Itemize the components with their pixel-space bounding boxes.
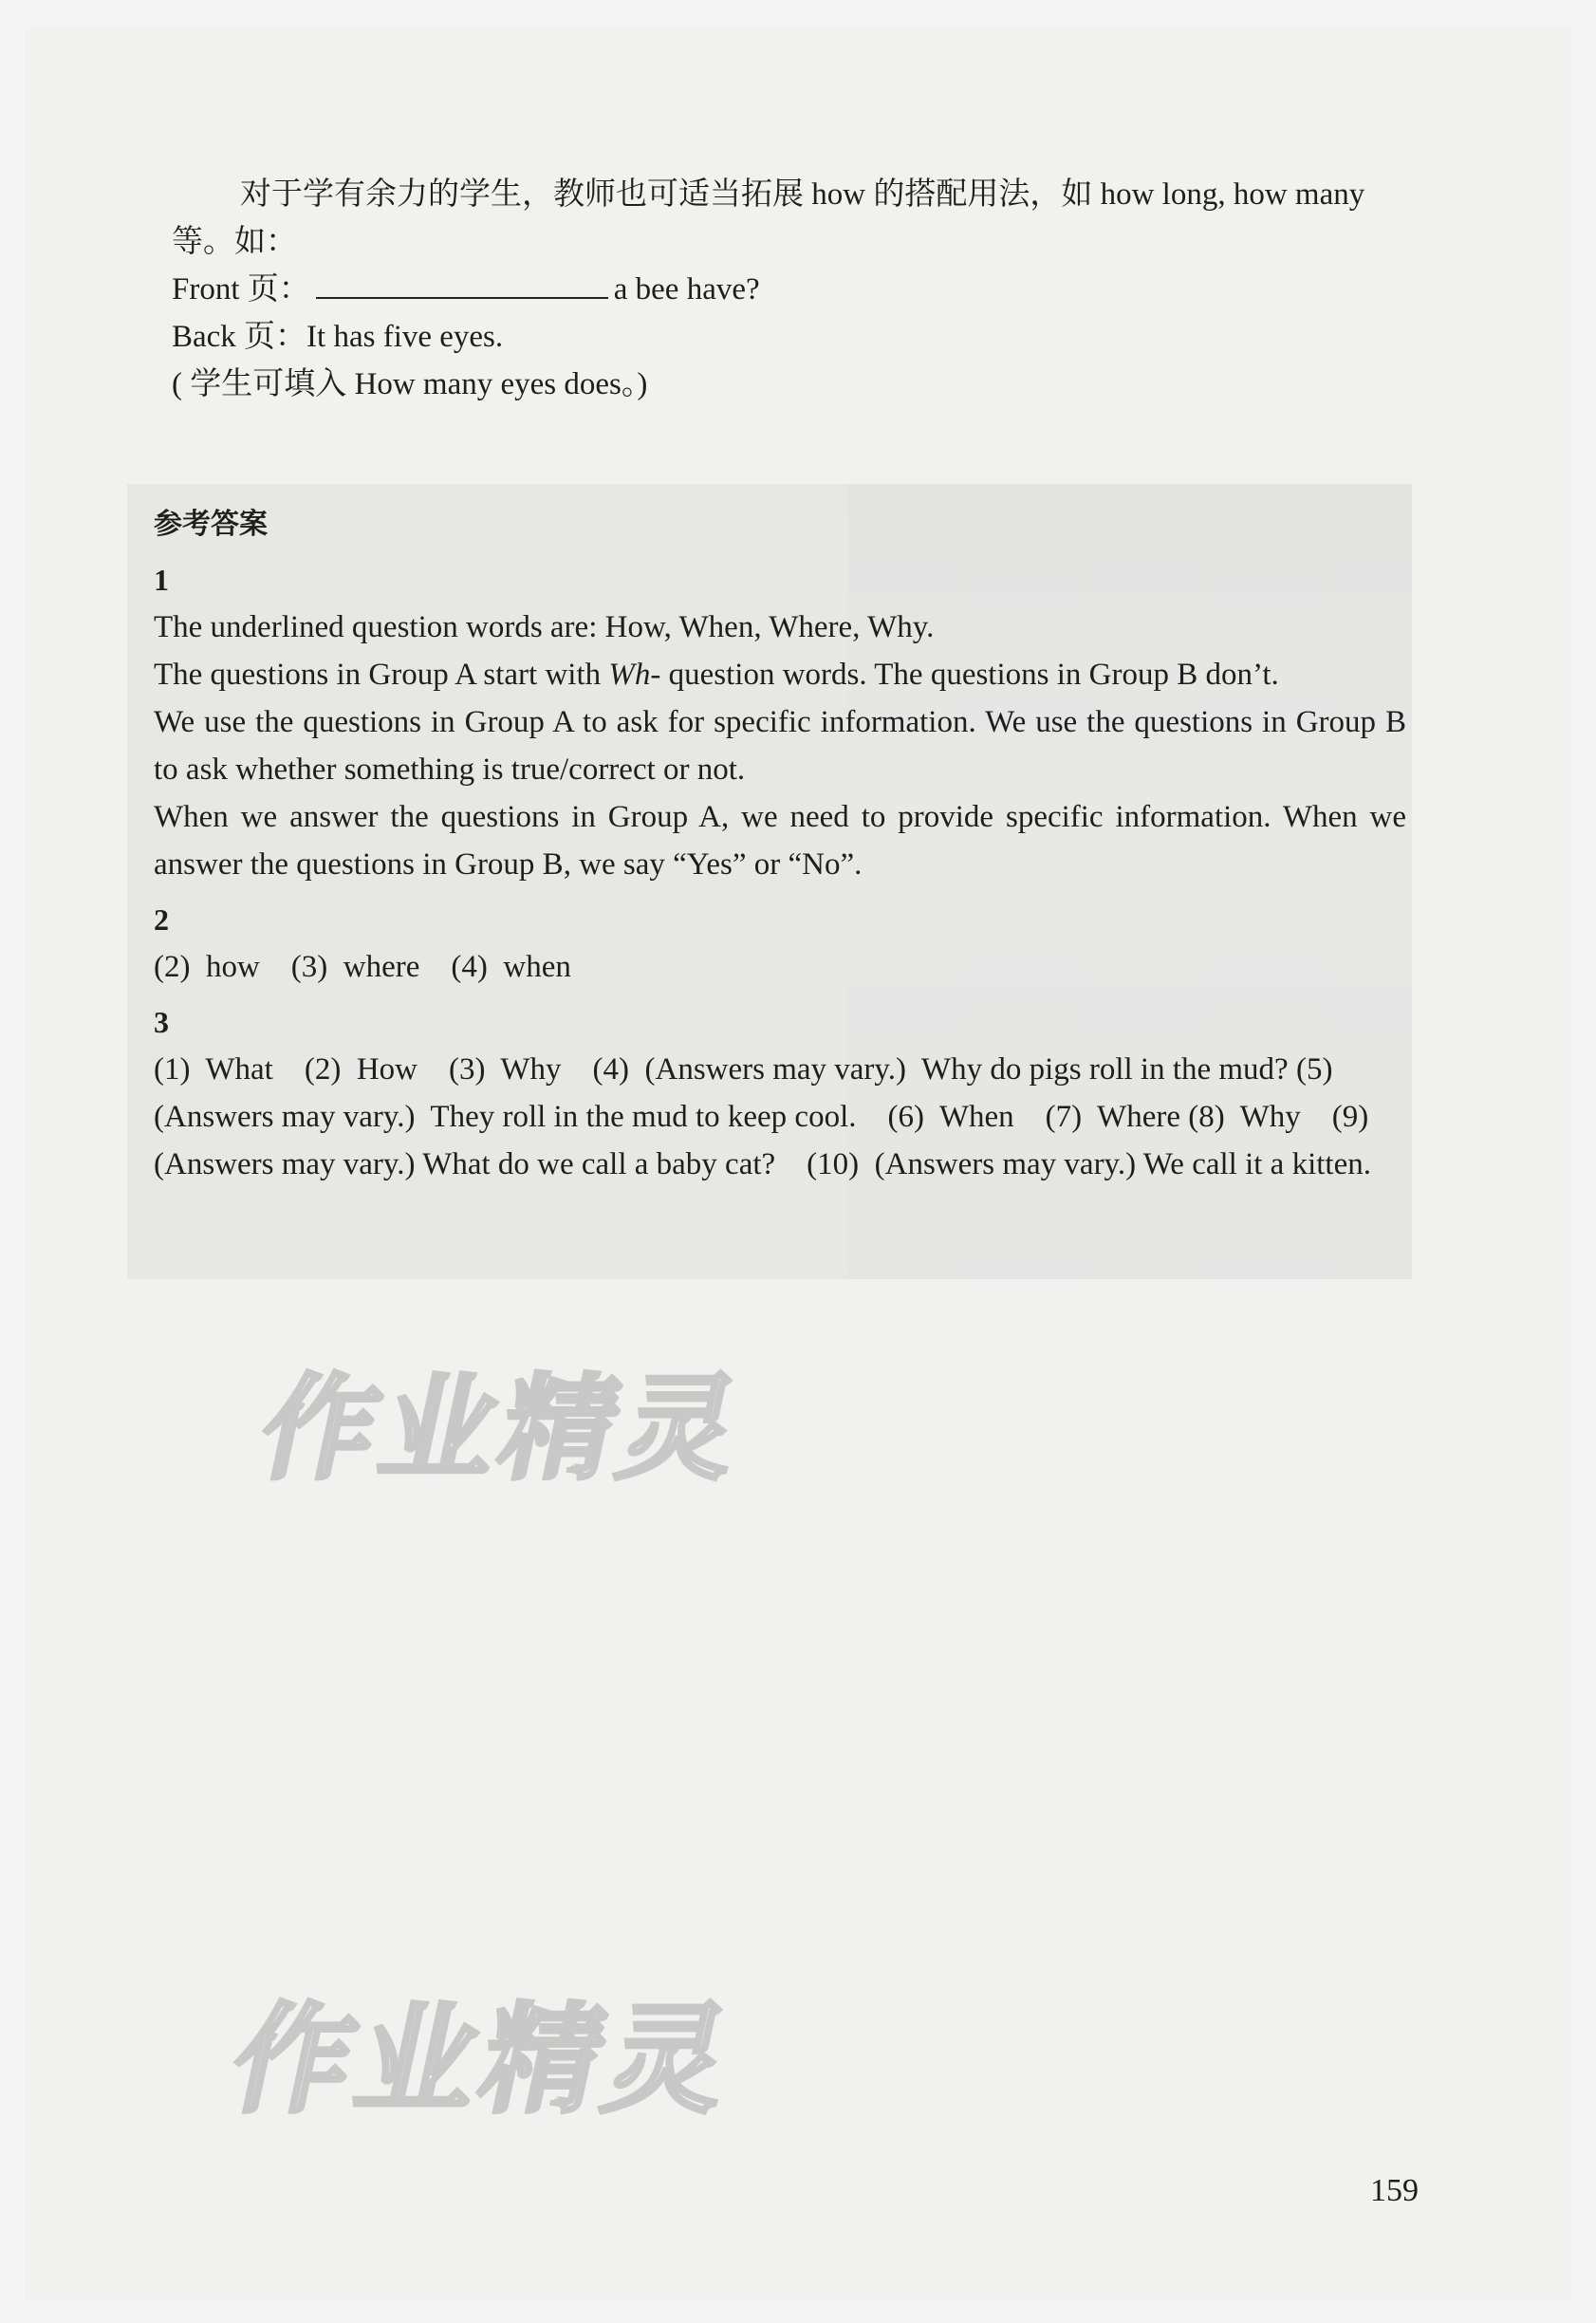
watermark-bottom: 作业精灵: [220, 1992, 747, 2129]
watermark-top: 作业精灵: [249, 1364, 756, 1496]
q1-line-4: When we answer the questions in Group A, we need to provide specific information. When we answer the questions in Group B, we say “Yes” or “No”.: [154, 800, 1406, 882]
intro-block: [172, 171, 1415, 408]
front-text: a bee have?: [613, 272, 760, 307]
question-3-number: 3: [154, 1005, 169, 1039]
intro-note: ( 学生可填入 How many eyes does。): [172, 367, 648, 401]
intro-line-2: 等。如：: [172, 225, 297, 259]
q3-answer: (1) What (2) How (3) Why (4) (Answers may vary.) Why do pigs roll in the mud? (5) (Answers may vary.) They roll in the mud to keep cool. (6) When (7) Where (8) Why (9) (Answers may vary.) What do we call a baby cat? (10) (Answers may vary.) We call it a kitten.: [154, 1052, 1384, 1181]
intro-line-1: 对于学有余力的学生，教师也可适当拓展 how 的搭配用法，如 how long, how many: [240, 177, 1365, 212]
answer-blank: [316, 269, 608, 299]
q1-line-2-pre: The questions in Group A start with: [154, 658, 609, 692]
page-number: 159: [1370, 2173, 1419, 2208]
front-line: [172, 266, 1415, 313]
q1-line-2-em: Wh-: [608, 658, 661, 692]
q1-line-1: The underlined question words are: How, When, Where, Why.: [154, 610, 935, 644]
question-2-number: 2: [154, 902, 169, 937]
answers-content: [154, 501, 1406, 1188]
front-label: Front 页：: [172, 272, 310, 307]
answer-box: [127, 484, 1412, 1279]
answers-heading: 参考答案: [154, 508, 268, 541]
back-line: Back 页：It has five eyes.: [172, 320, 504, 354]
q2-answer: (2) how (3) where (4) when: [154, 950, 571, 984]
q1-line-2-post: question words. The questions in Group B don’t.: [660, 658, 1279, 692]
question-1-number: 1: [154, 563, 169, 597]
q1-line-2: [154, 651, 1406, 698]
q1-line-3: We use the questions in Group A to ask for specific information. We use the questions in Group B to ask whether something is true/correct or not.: [154, 705, 1406, 787]
